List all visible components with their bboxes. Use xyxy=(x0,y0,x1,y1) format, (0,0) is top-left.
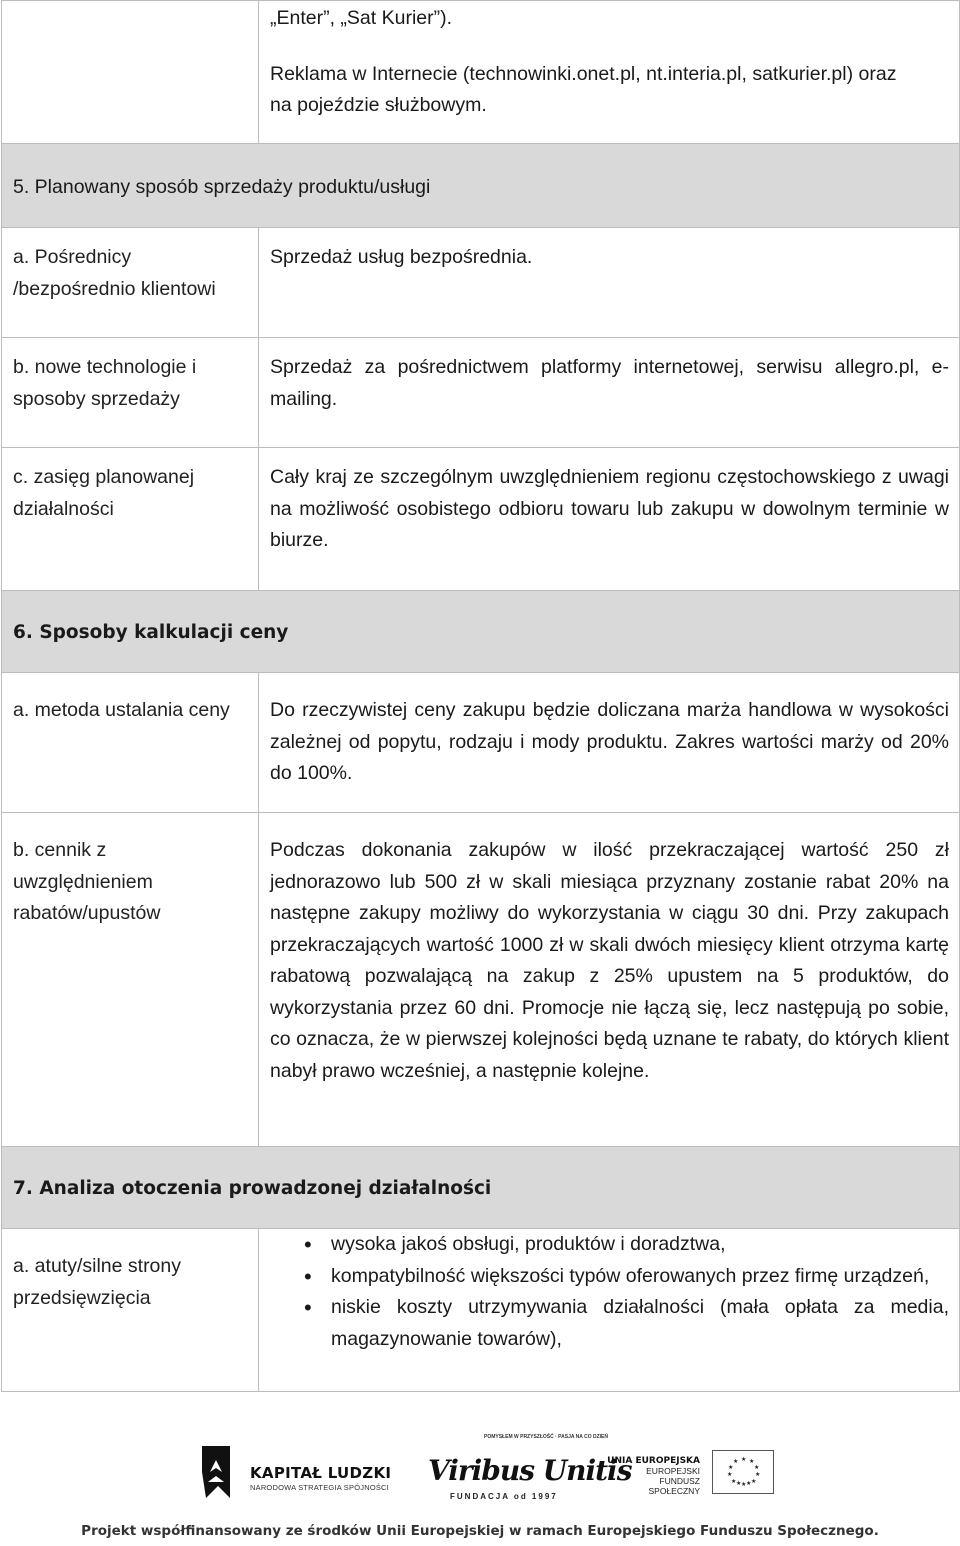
footer xyxy=(0,1430,960,1546)
svg-text:★: ★ xyxy=(746,1480,752,1487)
value-5a: Sprzedaż usług bezpośrednia. xyxy=(259,228,960,338)
svg-text:★: ★ xyxy=(749,1458,755,1465)
label-5b: b. nowe technologie i sposoby sprzedaży xyxy=(2,338,259,448)
row-6b xyxy=(2,813,960,1147)
kapital-ludzki-logo-icon xyxy=(196,1442,236,1502)
eu-title: UNIA EUROPEJSKA xyxy=(607,1456,700,1466)
promotion-line-1: „Enter”, „Sat Kurier”). xyxy=(270,7,453,29)
eu-logo-text xyxy=(606,1456,700,1496)
business-plan-table xyxy=(1,0,960,1392)
empty-label-cell xyxy=(2,1,259,144)
svg-text:★: ★ xyxy=(727,1471,733,1478)
section-5-header xyxy=(2,144,960,228)
value-7a xyxy=(259,1229,960,1392)
svg-text:★: ★ xyxy=(728,1464,734,1471)
viribus-unitis-logo: Viribus Unitis xyxy=(428,1454,632,1487)
row-5b xyxy=(2,338,960,448)
svg-text:★: ★ xyxy=(733,1458,739,1465)
label-5a: a. Pośrednicy /bezpośrednio klientowi xyxy=(2,228,259,338)
svg-text:★: ★ xyxy=(751,1478,757,1485)
cofinancing-note: Projekt współfinansowany ze środków Unii Europejskiej w ramach Europejskiego Funduszu Społecznego. xyxy=(81,1523,879,1539)
list-item: • kompatybilność większości typów oferowanych przez firmę urządzeń, xyxy=(259,1261,949,1293)
section-7-header xyxy=(2,1147,960,1229)
viribus-fundacja: FUNDACJA od 1997 xyxy=(450,1492,558,1501)
kapital-ludzki-logo xyxy=(250,1464,391,1492)
value-6a: Do rzeczywistej ceny zakupu będzie doliczana marża handlowa w wysokości zależnej od popytu, rodzaju i mody produktu. Zakres wartości marży od 20% do 100%. xyxy=(259,673,960,813)
eu-flag-icon xyxy=(712,1450,774,1494)
section-5-title: 5. Planowany sposób sprzedaży produktu/usługi xyxy=(2,144,960,228)
label-7a: a. atuty/silne strony przedsięwzięcia xyxy=(2,1229,259,1392)
svg-text:★: ★ xyxy=(741,1481,747,1488)
viribus-slogan: POMYSŁEM W PRZYSZŁOŚĆ · PASJA NA CO DZIEŃ xyxy=(484,1434,608,1440)
value-5b: Sprzedaż za pośrednictwem platformy internetowej, serwisu allegro.pl, e-mailing. xyxy=(259,338,960,448)
promotion-cell xyxy=(259,1,960,144)
section-7-title: 7. Analiza otoczenia prowadzonej działalności xyxy=(2,1147,960,1229)
row-5a xyxy=(2,228,960,338)
value-5c: Cały kraj ze szczególnym uwzględnieniem regionu częstochowskiego z uwagi na możliwość osobistego odbioru towaru lub zakupu w dowolnym terminie w biurze. xyxy=(259,448,960,591)
label-6a: a. metoda ustalania ceny xyxy=(2,673,259,813)
kapital-ludzki-title: KAPITAŁ LUDZKI xyxy=(250,1464,392,1482)
svg-text:★: ★ xyxy=(755,1471,761,1478)
row-promotion-continued xyxy=(2,1,960,144)
row-6a xyxy=(2,673,960,813)
kapital-ludzki-subtitle: NARODOWA STRATEGIA SPÓJNOŚCI xyxy=(250,1483,389,1492)
row-7a xyxy=(2,1229,960,1392)
promotion-line-2: Reklama w Internecie (technowinki.onet.pl, nt.interia.pl, satkurier.pl) oraz xyxy=(270,62,897,85)
eu-line-2: FUNDUSZ SPOŁECZNY xyxy=(648,1476,700,1496)
eu-line-1: EUROPEJSKI xyxy=(646,1466,700,1476)
value-6b: Podczas dokonania zakupów w ilość przekraczającej wartość 250 zł jednorazowo lub 500 zł w skali miesiąca przyznany zostanie rabat 20% na następne zakupy możliwy do wykorzystania w ciągu 30 dni. Przy zakupach przekraczających wartość 1000 zł w skali dwóch miesięcy klient otrzyma kartę rabatową pozwalającą na zakup z 25% upustem na 5 produktów, do wykorzystania przez 60 dni. Promocje nie łączą się, lecz następują po sobie, co oznacza, że w pierwszej kolejności będą uznane te rabaty, do których klient nabył prawo wcześniej, a następnie kolejne. xyxy=(259,813,960,1147)
label-6b: b. cennik z uwzględnieniem rabatów/upustów xyxy=(2,813,259,1147)
strengths-list xyxy=(259,1229,949,1355)
svg-text:★: ★ xyxy=(731,1478,737,1485)
label-5c: c. zasięg planowanej działalności xyxy=(2,448,259,591)
svg-text:★: ★ xyxy=(754,1464,760,1471)
list-item: • wysoka jakoś obsługi, produktów i doradztwa, xyxy=(259,1229,949,1261)
section-6-header xyxy=(2,591,960,673)
row-5c xyxy=(2,448,960,591)
svg-text:★: ★ xyxy=(741,1456,747,1463)
promotion-line-3: na pojeździe służbowym. xyxy=(270,94,487,116)
list-item: • niskie koszty utrzymywania działalności (mała opłata za media, magazynowanie towarów), xyxy=(259,1292,949,1355)
svg-text:★: ★ xyxy=(736,1480,742,1487)
section-6-title: 6. Sposoby kalkulacji ceny xyxy=(2,591,960,673)
